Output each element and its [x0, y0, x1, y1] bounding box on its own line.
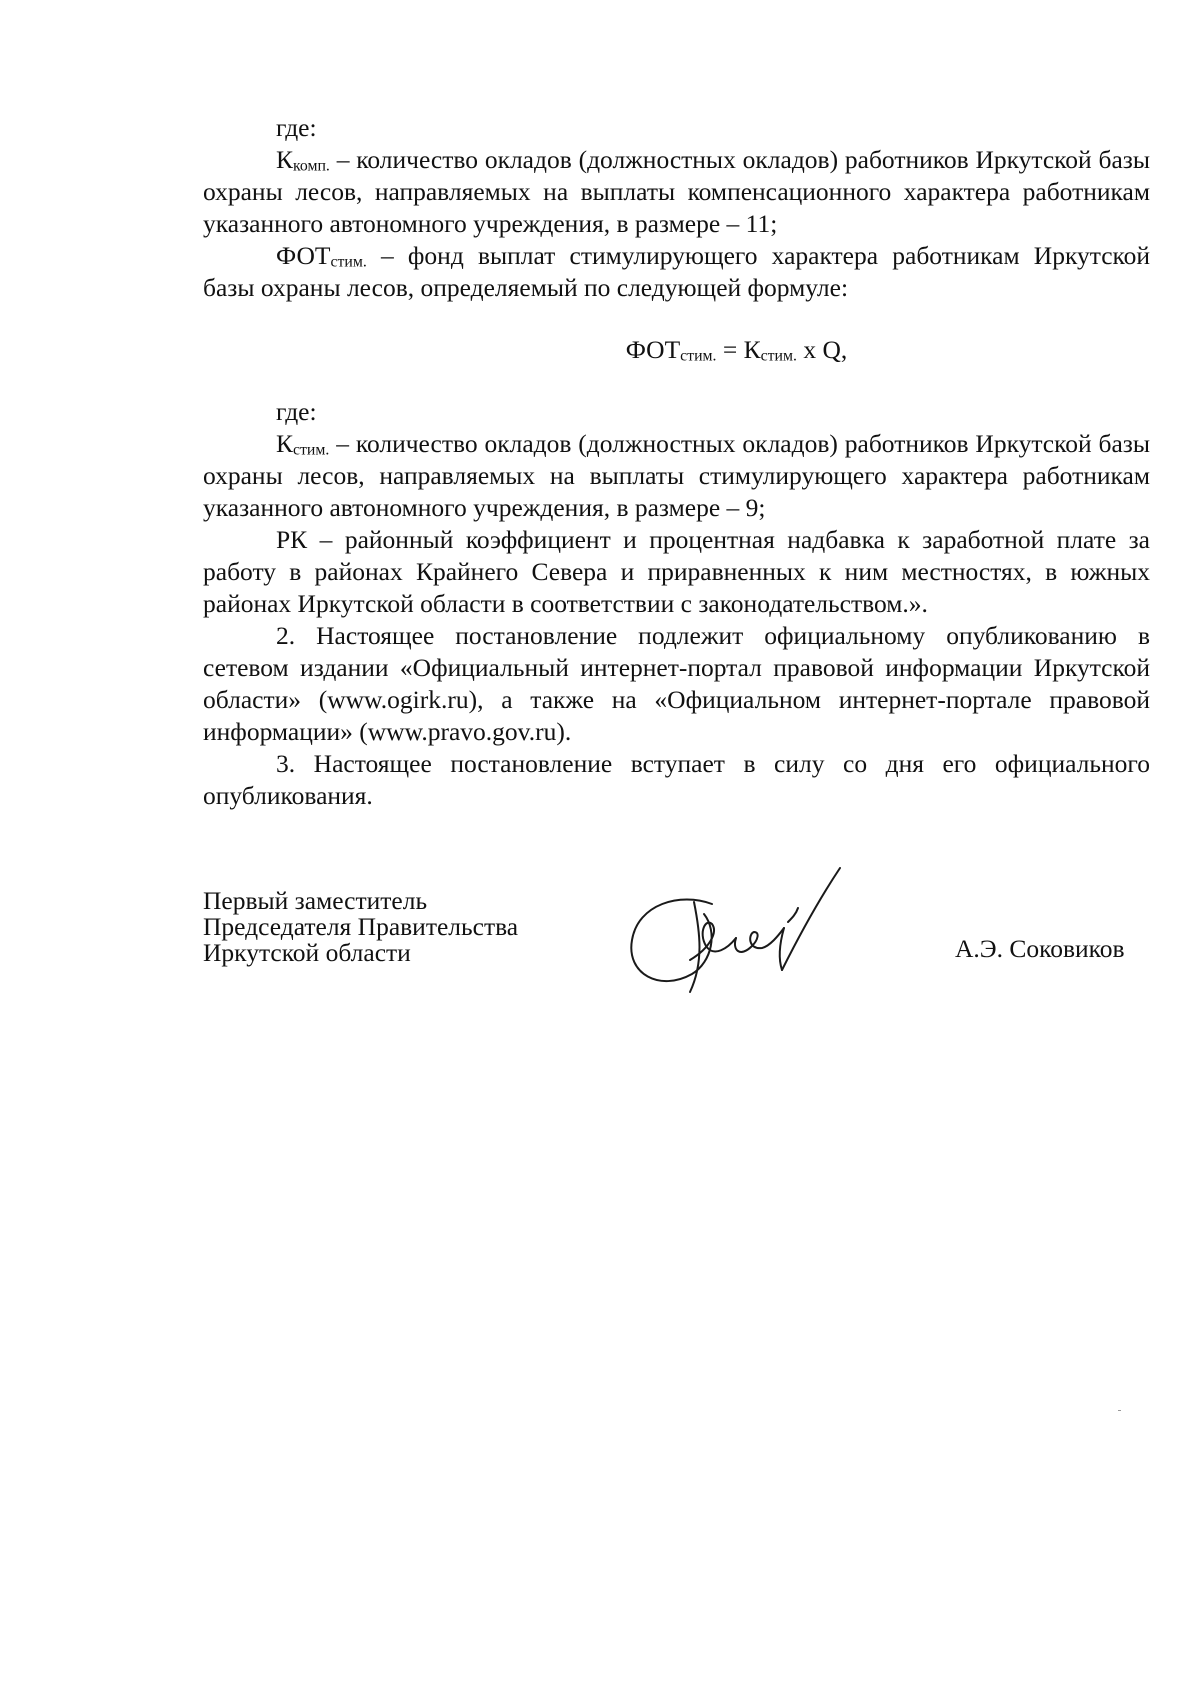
- signatory-title-line-2: Председателя Правительства: [203, 912, 519, 941]
- signatory-title-line-1: Первый заместитель: [203, 886, 428, 915]
- rk-definition: РК – районный коэффициент и процентная надбавка к заработной плате за работу в районах Крайнего Севера и приравненных к ним местностях, в южных районах Иркутской области в соответствии с законодательством.».: [203, 525, 1150, 618]
- item-3-effective: 3. Настоящее постановление вступает в силу со дня его официального опубликования.: [203, 749, 1150, 810]
- signatory-title-line-3: Иркутской области: [203, 938, 411, 967]
- where-label-1: где:: [276, 113, 317, 142]
- where-label-2: где:: [276, 397, 317, 426]
- signatory-name: А.Э. Соковиков: [955, 934, 1125, 963]
- k-stim-definition: $К_{стим.}$ – количество окладов (должностных окладов) работников Иркутской базы охраны лесов, направляемых на выплаты стимулирующего характера работникам указанного автономного учреждения, в размере – 9;: [203, 429, 1150, 522]
- item-2-publication: 2. Настоящее постановление подлежит официальному опубликованию в сетевом издании «Официальный интернет-портал правовой информации Иркутской области» (www.ogirk.ru), а также на «Официальном интернет-портале правовой информации» (www.pravo.gov.ru).: [203, 621, 1150, 746]
- scan-artifact: [1118, 1410, 1121, 1411]
- document-body: [203, 112, 1150, 812]
- fot-stim-definition: $ФОТ_{стим.}$ – фонд выплат стимулирующего характера работникам Иркутской базы охраны лесов, определяемый по следующей формуле:: [203, 241, 1150, 302]
- handwritten-signature: [620, 862, 860, 1007]
- fot-stim-formula: $ФОТ_{стим.} = К_{стим.}$ x Q,: [625, 335, 848, 365]
- k-comp-definition: $К_{комп.}$ – количество окладов (должностных окладов) работников Иркутской базы охраны лесов, направляемых на выплаты компенсационного характера работникам указанного автономного учреждения, в размере – 11;: [203, 145, 1150, 238]
